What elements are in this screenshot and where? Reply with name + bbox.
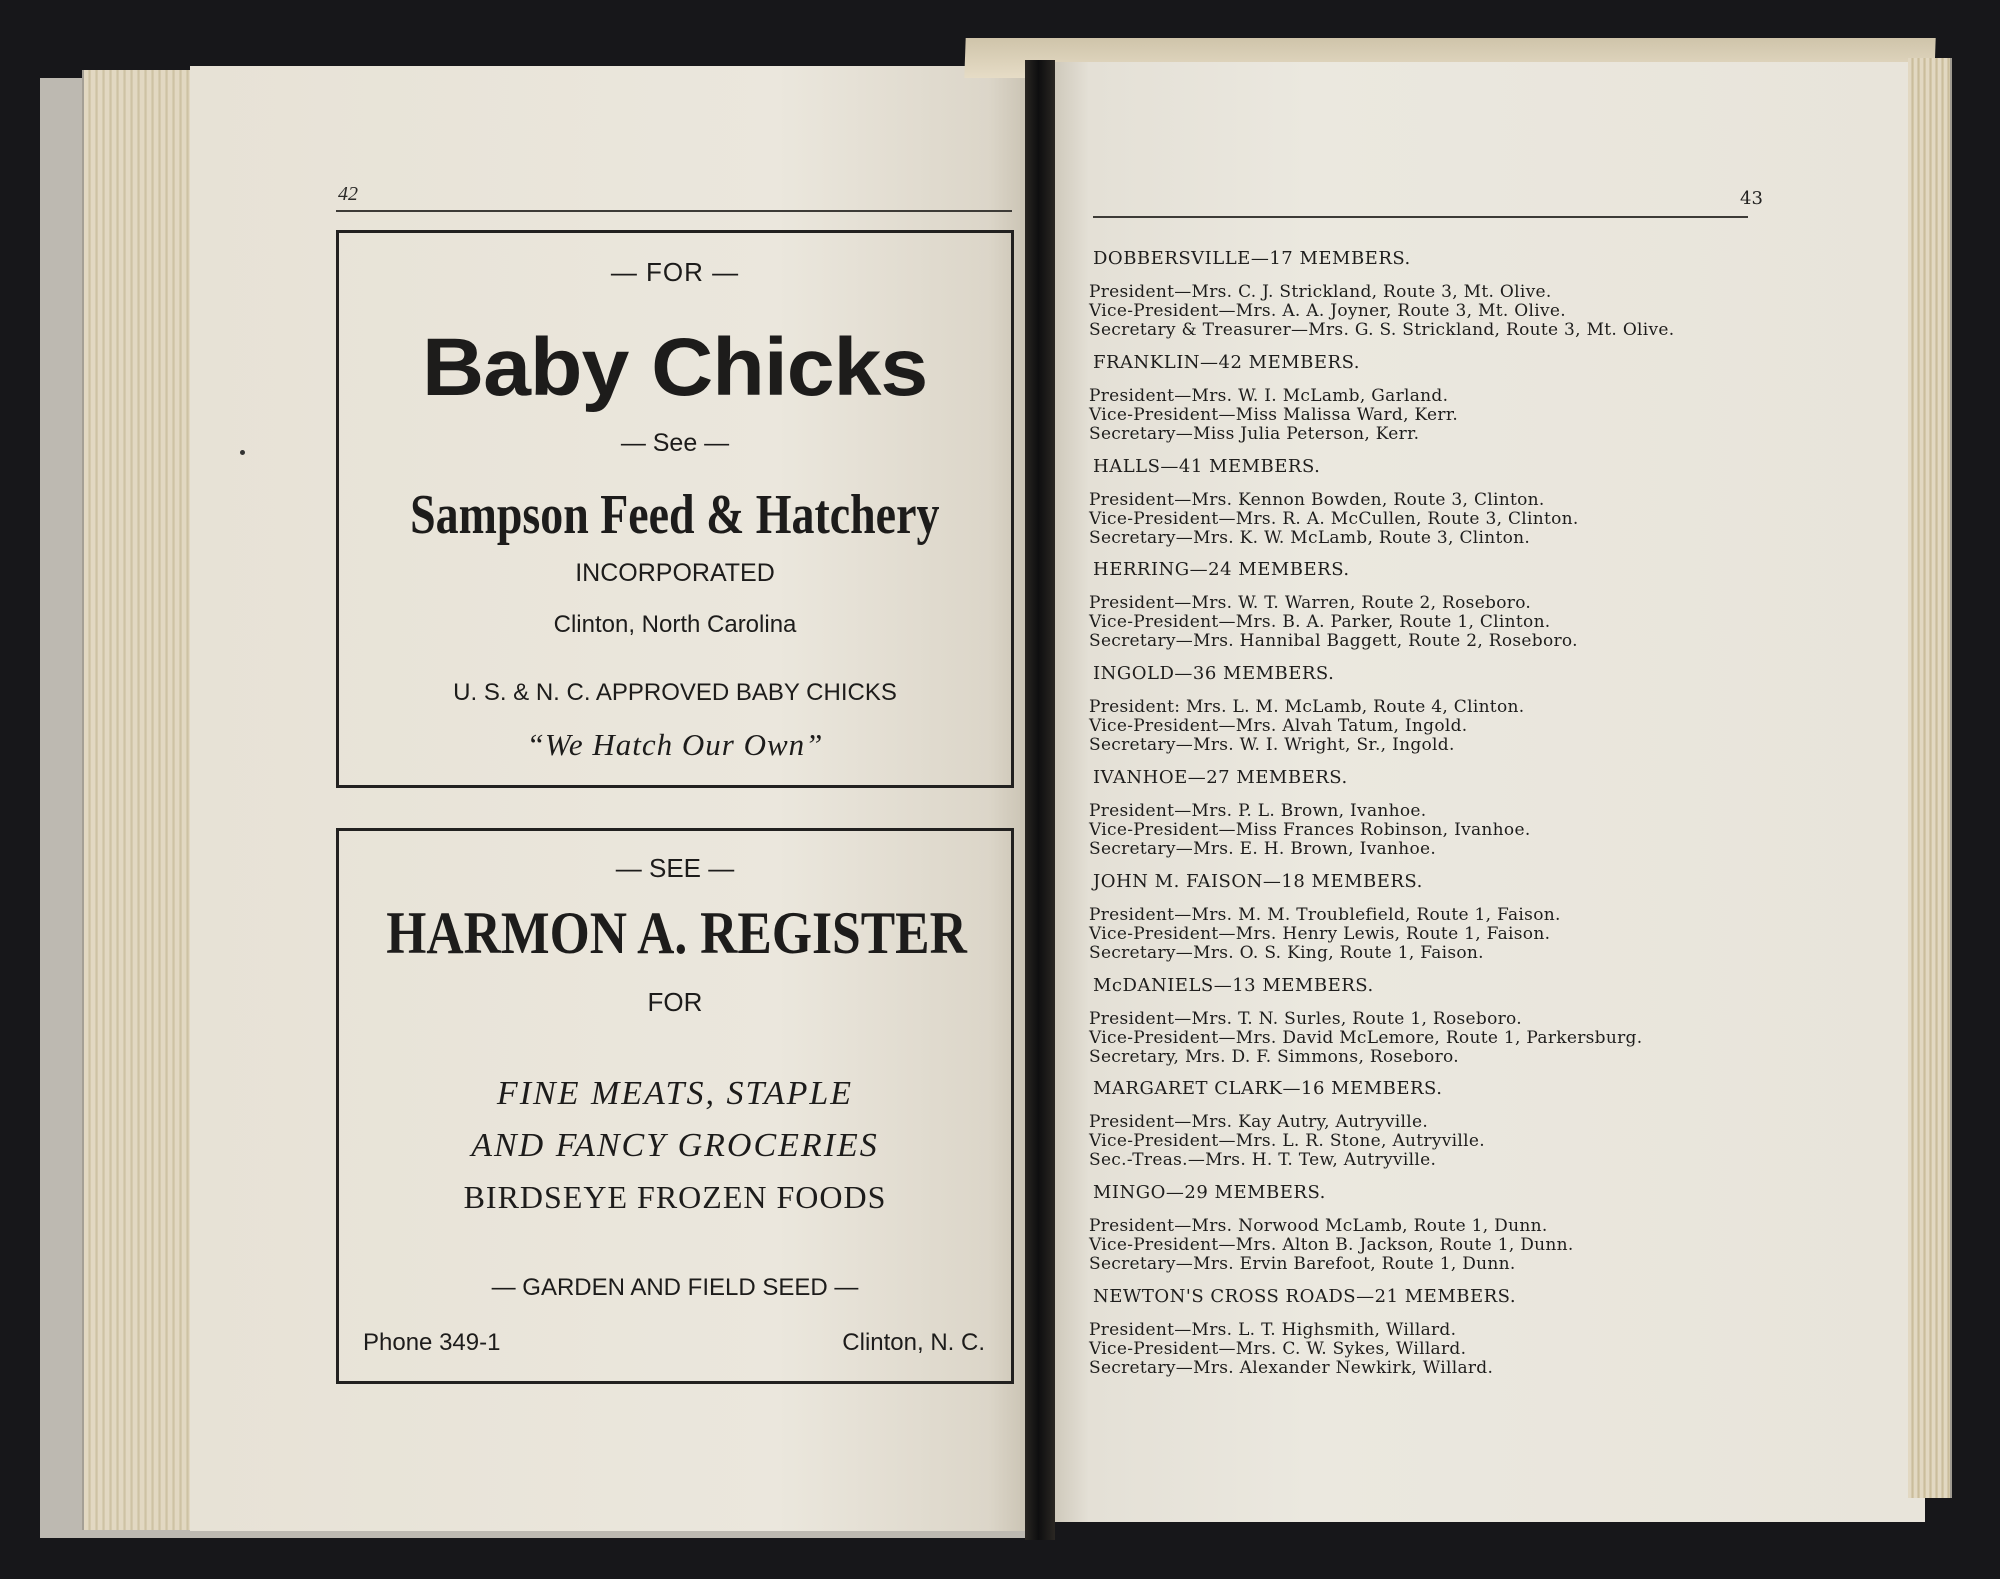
officer-line: Secretary—Mrs. Hannibal Baggett, Route 2, Roseboro. [1089, 631, 1578, 652]
officer-line: Vice-President—Mrs. David McLemore, Route 1, Parkersburg. [1089, 1027, 1643, 1048]
company-name: Sampson Feed & Hatchery [410, 484, 940, 546]
officer-line: President—Mrs. Kennon Bowden, Route 3, Clinton. [1089, 489, 1545, 510]
officer-line: Secretary, Mrs. D. F. Simmons, Roseboro. [1089, 1046, 1459, 1067]
ad2-line3: BIRDSEYE FROZEN FOODS [463, 1179, 887, 1215]
club-title: McDANIELS—13 MEMBERS. [1093, 974, 1374, 996]
ad-headline [339, 321, 1011, 415]
ad2-line1: FINE MEATS, STAPLE [496, 1075, 854, 1112]
officer-line: President—Mrs. M. M. Troublefield, Route 1, Faison. [1089, 904, 1561, 925]
officer-line: Vice-President—Mrs. R. A. McCullen, Route 3, Clinton. [1089, 508, 1579, 529]
officer-line: Vice-President—Mrs. Alvah Tatum, Ingold. [1089, 716, 1468, 737]
officer-line: Secretary—Mrs. O. S. King, Route 1, Faison. [1089, 942, 1484, 963]
ad2-phone: Phone 349-1 [363, 1329, 501, 1356]
officer-line: Sec.-Treas.—Mrs. H. T. Tew, Autryville. [1089, 1150, 1437, 1171]
page-number-right: 43 [1740, 188, 1763, 209]
officer-line: President—Mrs. Kay Autry, Autryville. [1089, 1112, 1429, 1133]
club-title: JOHN M. FAISON—18 MEMBERS. [1093, 870, 1423, 892]
ad2-city: Clinton, N. C. [842, 1329, 985, 1356]
ad-slogan: “We Hatch Our Own” [526, 727, 824, 762]
officer-line: President—Mrs. L. T. Highsmith, Willard. [1089, 1320, 1457, 1340]
officer-line: President—Mrs. W. I. McLamb, Garland. [1089, 385, 1449, 406]
ad-location: Clinton, North Carolina [553, 611, 797, 638]
club-title: FRANKLIN—42 MEMBERS. [1093, 351, 1361, 373]
ad-approved: U. S. & N. C. APPROVED BABY CHICKS [453, 679, 897, 706]
officer-line: Vice-President—Mrs. C. W. Sykes, Willard. [1089, 1339, 1467, 1359]
page-number-left: 42 [338, 183, 358, 205]
club-title: INGOLD—36 MEMBERS. [1093, 663, 1335, 685]
officer-line: Secretary—Mrs. E. H. Brown, Ivanhoe. [1089, 839, 1437, 859]
club-title: DOBBERSVILLE—17 MEMBERS. [1093, 248, 1411, 269]
left-page-edges [82, 70, 196, 1530]
club-title: HALLS—41 MEMBERS. [1093, 455, 1321, 477]
officer-line: Secretary & Treasurer—Mrs. G. S. Strickland, Route 3, Mt. Olive. [1089, 320, 1675, 340]
officer-line: Secretary—Mrs. K. W. McLamb, Route 3, Clinton. [1089, 527, 1531, 548]
ad-for-label: — FOR — [610, 257, 740, 287]
officer-line: Secretary—Miss Julia Peterson, Kerr. [1089, 423, 1420, 444]
officer-line: Vice-President—Mrs. A. A. Joyner, Route 3, Mt. Olive. [1089, 301, 1566, 321]
club-title: HERRING—24 MEMBERS. [1093, 559, 1350, 581]
officer-line: President—Mrs. Norwood McLamb, Route 1, Dunn. [1089, 1216, 1548, 1237]
club-title: MARGARET CLARK—16 MEMBERS. [1093, 1078, 1443, 1100]
officer-line: Vice-President—Mrs. B. A. Parker, Route 1, Clinton. [1089, 612, 1551, 633]
ad-harmon-register [336, 828, 1014, 1384]
harmon-register-name: HARMON A. REGISTER [386, 900, 967, 966]
officer-line: President: Mrs. L. M. McLamb, Route 4, Clinton. [1089, 697, 1525, 718]
ad2-seed: — GARDEN AND FIELD SEED — [491, 1274, 859, 1301]
officer-line: Secretary—Mrs. Ervin Barefoot, Route 1, Dunn. [1089, 1254, 1516, 1275]
ad-incorporated: INCORPORATED [575, 559, 775, 587]
ad2-line2: AND FANCY GROCERIES [471, 1127, 879, 1164]
officer-line: Vice-President—Miss Malissa Ward, Kerr. [1089, 404, 1459, 425]
club-title: MINGO—29 MEMBERS. [1093, 1182, 1326, 1204]
club-title: IVANHOE—27 MEMBERS. [1093, 767, 1348, 788]
officer-line: President—Mrs. C. J. Strickland, Route 3, Mt. Olive. [1089, 282, 1552, 302]
officer-line: Secretary—Mrs. W. I. Wright, Sr., Ingold. [1089, 735, 1455, 756]
officer-line: Vice-President—Mrs. Alton B. Jackson, Route 1, Dunn. [1089, 1235, 1574, 1256]
officer-line: President—Mrs. W. T. Warren, Route 2, Roseboro. [1089, 593, 1532, 614]
ad2-see-label: — SEE — [615, 853, 735, 883]
header-rule-right [1093, 216, 1748, 218]
ad-company [339, 483, 1011, 547]
officer-line: President—Mrs. P. L. Brown, Ivanhoe. [1089, 801, 1427, 821]
ad-sampson-feed [336, 230, 1014, 788]
book-gutter [1025, 60, 1055, 1540]
ad2-name [339, 899, 1011, 968]
header-rule-left [336, 210, 1012, 212]
officer-line: Vice-President—Miss Frances Robinson, Ivanhoe. [1089, 820, 1531, 840]
baby-chicks-headline: Baby Chicks [422, 322, 928, 413]
ad-see-label: — See — [620, 429, 730, 457]
speck [240, 450, 245, 455]
right-page-edges [1908, 58, 1952, 1498]
officer-line: Vice-President—Mrs. L. R. Stone, Autryville. [1089, 1131, 1485, 1152]
officer-line: President—Mrs. T. N. Surles, Route 1, Roseboro. [1089, 1008, 1522, 1029]
officer-line: Secretary—Mrs. Alexander Newkirk, Willard. [1089, 1358, 1494, 1378]
officer-line: Vice-President—Mrs. Henry Lewis, Route 1, Faison. [1089, 923, 1551, 944]
ad2-for-label: FOR [647, 987, 703, 1017]
club-title: NEWTON'S CROSS ROADS—21 MEMBERS. [1093, 1286, 1517, 1307]
